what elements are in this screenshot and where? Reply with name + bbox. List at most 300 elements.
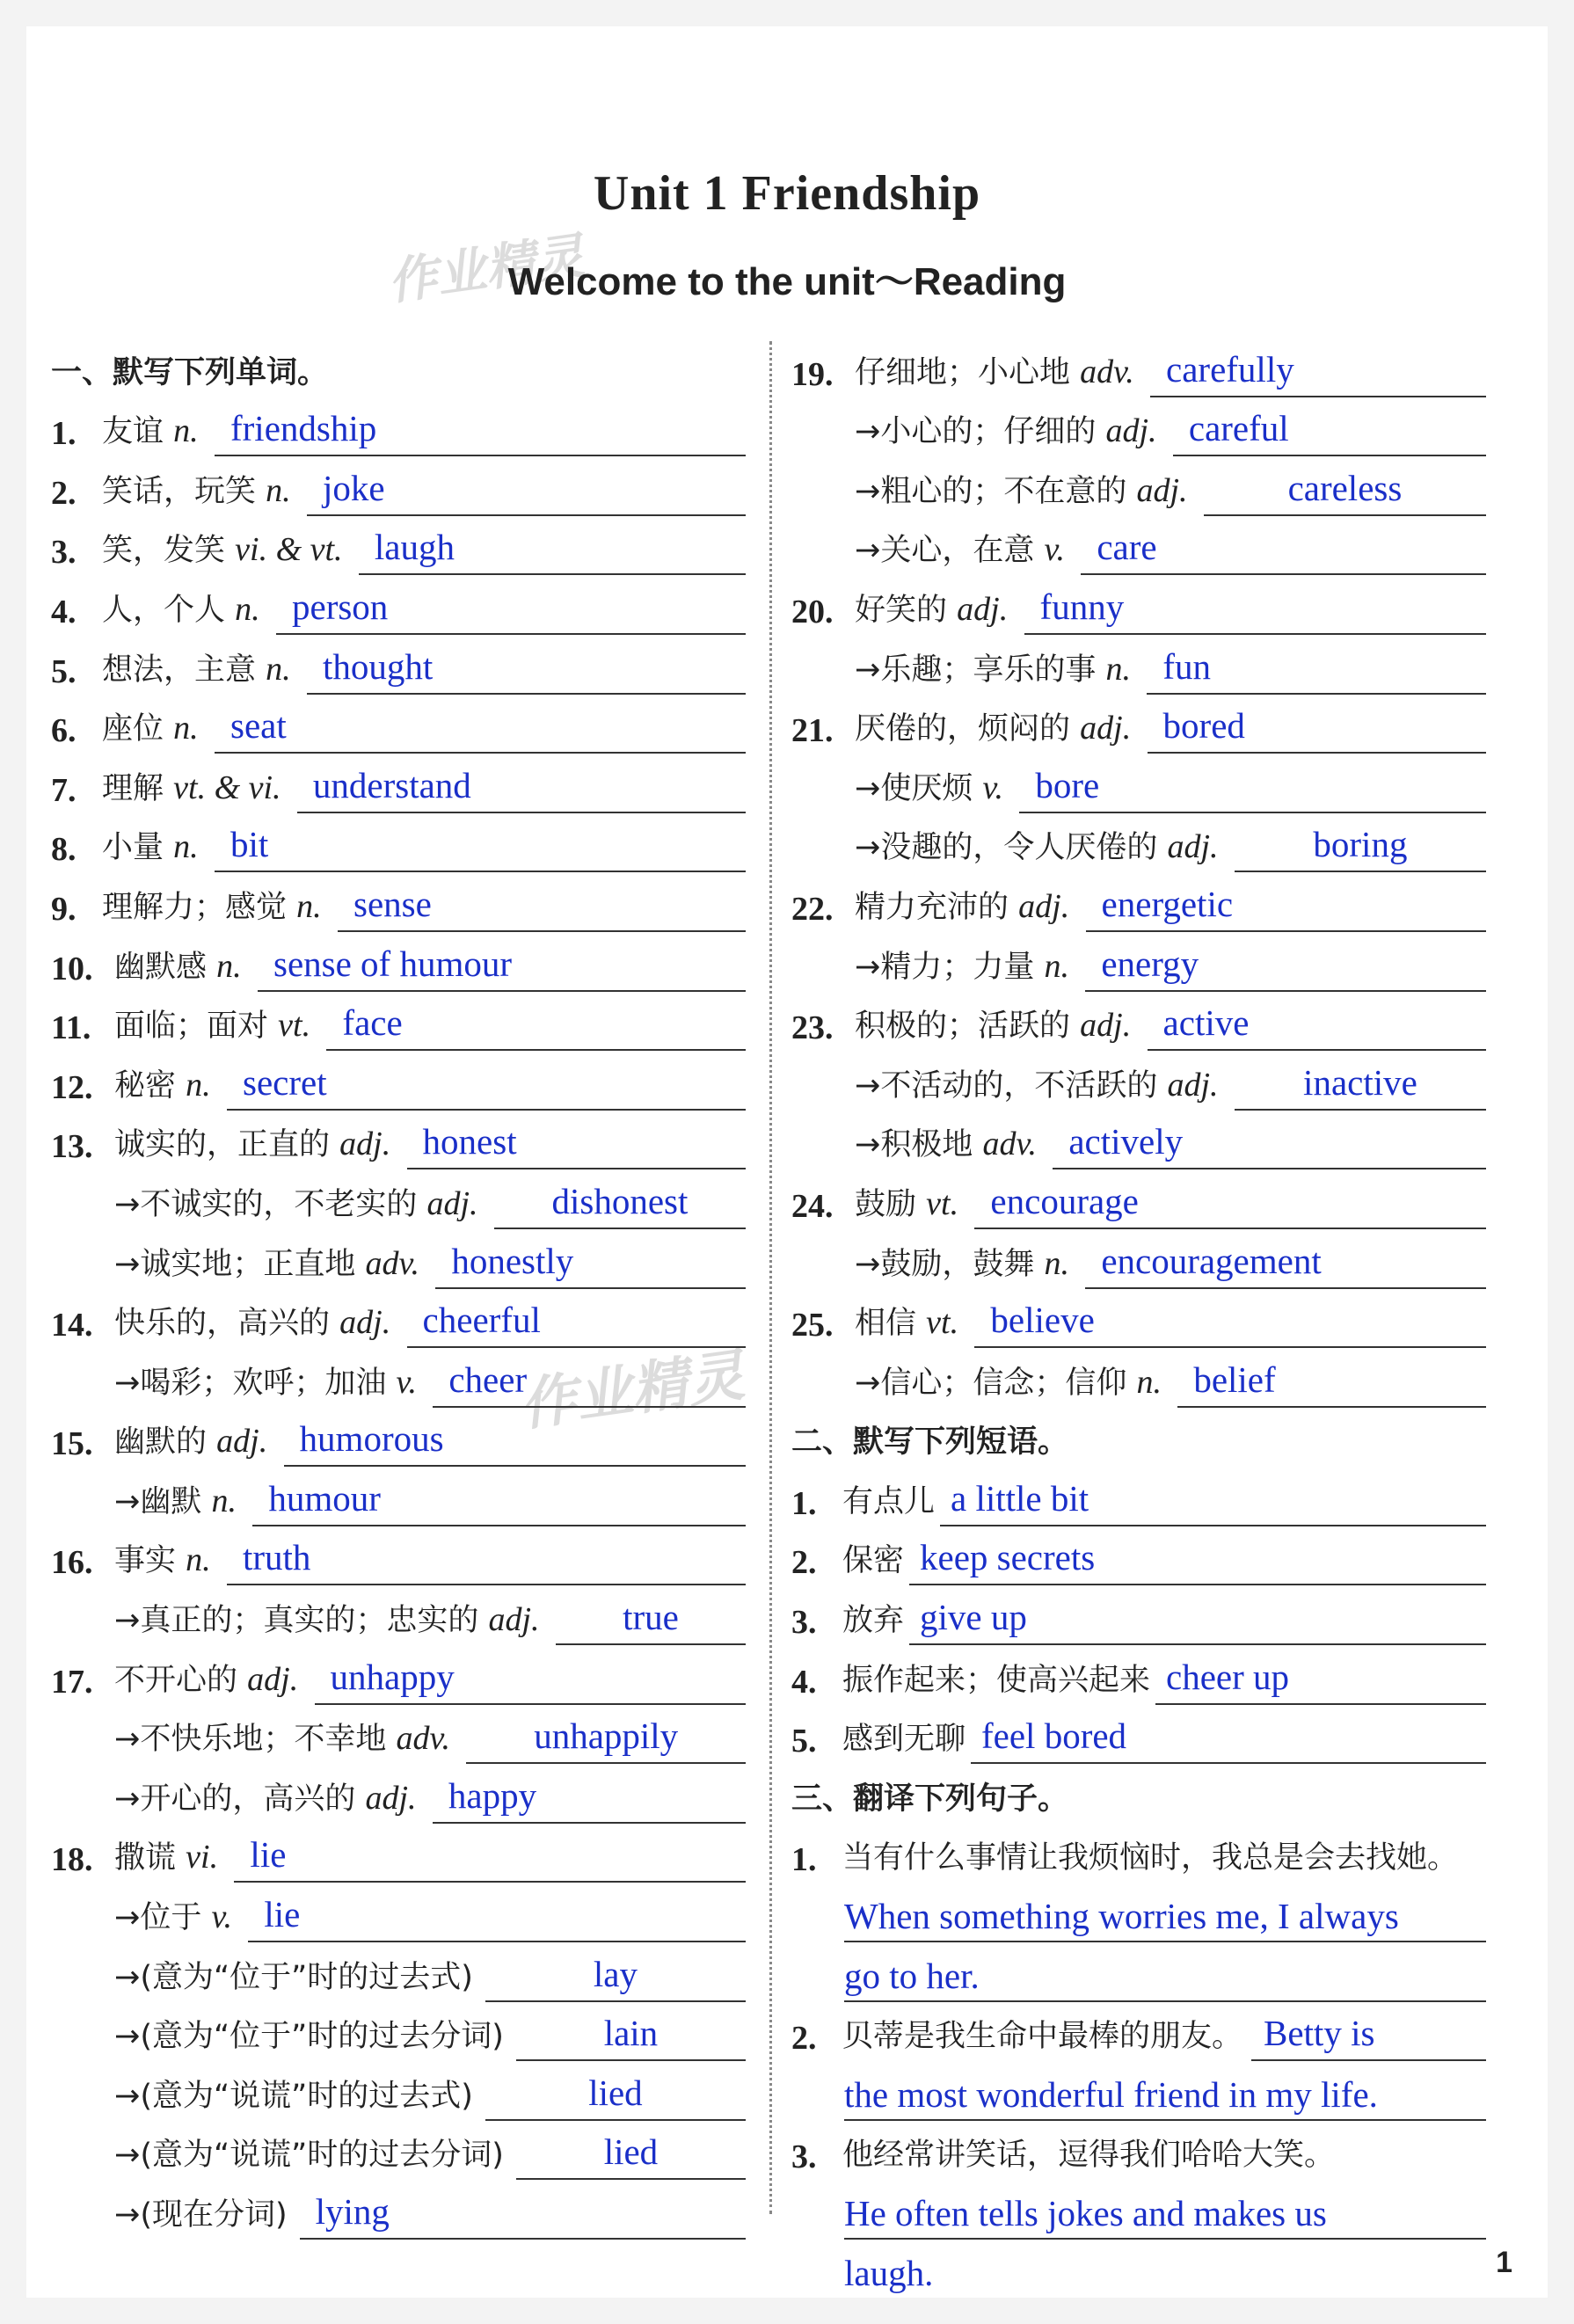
answer-underline [844,1941,1486,1942]
vocab-row [51,1827,746,1887]
part-of-speech: v. [211,1898,233,1936]
prompt-text: 想法，主意 [102,652,257,688]
item-number: 9. [51,890,77,928]
chinese-prompt [855,348,1134,392]
answer-text: feel bored [981,1716,1127,1757]
chinese-prompt [114,2190,288,2234]
chinese-prompt [114,1417,267,1461]
part-of-speech: n. [235,590,260,628]
chinese-prompt [114,943,242,987]
part-of-speech: n. [266,650,291,688]
item-number: 19. [791,355,834,393]
prompt-text: 人，个人 [102,592,226,628]
answer-text: encouragement [1101,1240,1322,1281]
item-number: 25. [791,1307,834,1344]
prompt-text: →小心的；仔细的 [855,414,1097,450]
translation-text: He often tells jokes and makes us [844,2193,1327,2233]
answer-blank [234,1830,746,1883]
part-of-speech: n. [186,1541,211,1579]
item-number: 6. [51,712,77,750]
vocab-row [51,1114,746,1174]
prompt-text: →精力；力量 [855,949,1035,985]
vocab-row [51,460,746,520]
sentence-prompt-row [791,1827,1486,1887]
answer-text: lied [603,2131,659,2173]
vocab-row [51,1589,746,1649]
answer-text: humour [268,1477,381,1519]
part-of-speech: adj. [1080,710,1132,747]
chinese-prompt [114,1715,450,1759]
prompt-text: →信心；信念；信仰 [855,1365,1127,1401]
vocab-row [51,1233,746,1293]
prompt-text: 秘密 [114,1067,177,1104]
chinese-prompt [114,1240,419,1284]
vocab-row [51,520,746,579]
chinese-prompt [114,1536,211,1580]
chinese-prompt [114,1180,478,1224]
chinese-prompt [114,1774,417,1818]
vocab-row [51,995,746,1055]
prompt-text: →真正的；真实的；忠实的 [114,1603,479,1639]
chinese-prompt [102,764,281,808]
part-of-speech: adj. [1136,471,1188,509]
prompt-text: →关心，在意 [855,533,1035,569]
prompt-text: →不快乐地；不幸地 [114,1722,387,1758]
vocab-row [51,698,746,758]
chinese-prompt: 保密 [842,1543,905,1579]
answer-text: boring [1313,824,1408,865]
prompt-text: 幽默的 [114,1424,208,1461]
vocab-row [51,638,746,698]
heading-text: 二、默写下列短语。 [791,1424,1069,1461]
chinese-prompt [102,407,199,451]
chinese-prompt [102,823,199,867]
prompt-text: →不诚实的，不老实的 [114,1186,418,1222]
part-of-speech: n. [296,887,322,925]
answer-text: belief [1193,1359,1276,1400]
answer-text: unhappy [330,1656,455,1697]
part-of-speech: n. [173,412,199,450]
answer-text: lie [264,1894,301,1935]
translation-line [791,2183,1486,2243]
prompt-text: →不活动的，不活跃的 [855,1067,1158,1104]
translation-line [791,1946,1486,2006]
answer-text: face [342,1002,403,1044]
vocab-row [51,1946,746,2006]
item-number: 2. [51,474,77,512]
part-of-speech: vt. & vi. [173,769,281,806]
vocab-row [791,341,1486,401]
answer-text: bit [230,824,269,865]
chinese-prompt [855,1240,1069,1284]
part-of-speech: vt. [278,1007,311,1045]
vocab-row [791,579,1486,638]
chinese-prompt [102,645,291,689]
prompt-text: 撒谎 [114,1840,177,1876]
part-of-speech: adv. [396,1720,451,1758]
translation-line [791,1886,1486,1946]
chinese-prompt [114,1953,473,1997]
part-of-speech: n. [1044,947,1069,985]
part-of-speech: adj. [216,1423,268,1461]
item-number: 12. [51,1068,93,1106]
chinese-prompt: 感到无聊 [842,1722,966,1758]
chinese-prompt [855,1299,958,1343]
answer-underline [844,2238,1486,2240]
answer-text: lied [588,2072,643,2113]
answer-text: honestly [451,1240,574,1281]
part-of-speech: v. [396,1363,418,1401]
chinese-prompt [855,1120,1037,1164]
prompt-text: 小量 [102,830,164,866]
part-of-speech: n. [1044,1244,1069,1282]
answer-text: seat [230,705,287,747]
answer-text: lying [315,2191,390,2232]
answer-blank [248,1890,746,1942]
answer-text: dishonest [551,1180,689,1221]
answer-text: care [1097,527,1157,568]
chinese-prompt [114,1477,237,1521]
item-number: 3. [791,1604,817,1642]
prompt-text: →没趣的，令人厌倦的 [855,830,1158,866]
chinese-prompt [855,1002,1131,1045]
part-of-speech: vt. [926,1184,959,1222]
prompt-text: →积极地 [855,1127,973,1163]
vocab-row [51,1173,746,1233]
part-of-speech: adj. [339,1304,391,1342]
chinese-prompt: 有点儿 [842,1483,936,1519]
item-number: 3. [791,2138,817,2176]
part-of-speech: adj. [365,1779,417,1817]
answer-text: active [1162,1002,1250,1044]
answer-underline [844,2000,1486,2002]
prompt-text: 诚实的，正直的 [114,1127,331,1163]
chinese-prompt [855,467,1188,511]
vocab-row [51,2124,746,2184]
vocab-row [791,995,1486,1055]
vocab-row [51,2183,746,2243]
sentence-prompt-row [791,2124,1486,2184]
item-number: 3. [51,534,77,572]
chinese-prompt [114,1596,540,1640]
part-of-speech: adv. [1080,353,1134,390]
part-of-speech: vi. & vt. [235,531,343,569]
answer-text: sense [353,883,432,924]
vocab-row [51,1767,746,1827]
sentence-prompt-row [791,2006,1486,2065]
answer-text: energy [1101,943,1199,984]
item-number: 22. [791,890,834,928]
chinese-prompt [855,1061,1219,1105]
phrase-row [791,1708,1486,1768]
vocab-row [51,876,746,936]
vocab-row [51,1054,746,1114]
answer-blank [215,820,746,872]
part-of-speech: v. [982,769,1004,806]
translation-text: go to her. [844,1955,980,1996]
translation-line [791,2243,1486,2303]
answer-text: joke [323,467,385,508]
answer-text: truth [243,1537,311,1578]
right-column [791,341,1486,2303]
chinese-prompt [855,586,1008,630]
item-number: 1. [791,1484,817,1522]
answer-blank [215,701,746,754]
part-of-speech: n. [1105,650,1131,688]
translation-text: When something worries me, I always [844,1896,1399,1937]
prompt-text: 幽默感 [114,949,208,985]
answer-text: secret [243,1061,327,1103]
answer-text: lie [250,1834,287,1876]
item-number: 24. [791,1187,834,1225]
prompt-text: →开心的，高兴的 [114,1781,356,1817]
vocab-row [791,460,1486,520]
heading-text: 三、翻译下列句子。 [791,1781,1069,1817]
prompt-text: 座位 [102,711,164,747]
vocab-row [51,401,746,461]
vocab-row [791,1054,1486,1114]
prompt-text: →(意为“位于”时的过去式) [114,1959,473,1995]
answer-text: careless [1287,467,1403,508]
answer-text: thought [323,645,434,687]
watermark-logo: 作业精灵 [384,227,588,312]
item-number: 4. [791,1663,817,1701]
left-column [51,341,746,2243]
phrase-row [791,1470,1486,1530]
chinese-prompt [855,1359,1162,1402]
chinese-prompt [855,823,1219,867]
prompt-text: →乐趣；享乐的事 [855,652,1097,688]
item-number: 20. [791,593,834,630]
item-number: 13. [51,1128,93,1166]
part-of-speech: adj. [1167,828,1219,866]
chinese-prompt [114,1002,310,1045]
vocab-row [791,1233,1486,1293]
item-number: 1. [51,415,77,453]
phrase-row [791,1530,1486,1590]
answer-text: give up [920,1597,1027,1638]
chinese-prompt: 贝蒂是我生命中最棒的朋友。 [842,2019,1243,2055]
prompt-text: 理解力；感觉 [102,889,288,925]
prompt-text: →使厌烦 [855,770,973,806]
part-of-speech: n. [216,947,242,985]
answer-text: bored [1162,705,1245,747]
vocab-row [51,1293,746,1352]
item-number: 16. [51,1544,93,1582]
item-number: 21. [791,712,834,750]
chinese-prompt [102,586,260,630]
prompt-text: 不开心的 [114,1662,238,1698]
part-of-speech: n. [173,710,199,747]
answer-text: believe [990,1300,1095,1341]
part-of-speech: n. [1136,1363,1162,1401]
prompt-text: →(意为“位于”时的过去分词) [114,2019,504,2055]
item-number: 2. [791,1544,817,1582]
part-of-speech: adj. [488,1601,540,1639]
chinese-prompt [114,1359,417,1402]
part-of-speech: adj. [1167,1066,1219,1104]
item-number: 11. [51,1009,91,1047]
answer-text: cheerful [422,1300,541,1341]
page-title: Unit 1 Friendship [593,166,981,221]
vocab-row [791,1293,1486,1352]
chinese-prompt [855,645,1131,689]
prompt-text: →(现在分词) [114,2197,288,2233]
answer-text: a little bit [951,1477,1089,1519]
chinese-prompt [114,2072,473,2116]
answer-underline [844,2119,1486,2121]
chinese-prompt [855,407,1157,451]
vocab-row [51,2006,746,2065]
prompt-text: 好笑的 [855,592,948,628]
answer-text: energetic [1101,883,1234,924]
part-of-speech: adj. [1105,412,1157,450]
part-of-speech: vt. [926,1304,959,1342]
part-of-speech: adv. [982,1126,1038,1163]
answer-text: humorous [299,1418,444,1460]
chinese-prompt [114,1893,232,1937]
chinese-prompt [114,1299,390,1343]
section-heading-phrases [791,1411,1486,1471]
chinese-prompt [855,764,1003,808]
item-number: 15. [51,1425,93,1463]
chinese-prompt [114,1833,218,1877]
chinese-prompt [855,943,1069,987]
prompt-text: 快乐的，高兴的 [114,1306,331,1342]
chinese-prompt [855,704,1131,748]
answer-text: fun [1162,645,1211,687]
section-heading-words: 一、默写下列单词。 [51,354,329,390]
chinese-prompt [114,2012,504,2056]
part-of-speech: adj. [247,1660,299,1698]
vocab-row [51,1351,746,1411]
vocab-row [51,1530,746,1590]
prompt-text: 面临；面对 [114,1009,269,1045]
item-number: 2. [791,2020,817,2058]
part-of-speech: adj. [426,1184,478,1222]
phrase-row [791,1589,1486,1649]
vocab-row [791,638,1486,698]
vocab-row [791,1114,1486,1174]
vocab-row [791,1173,1486,1233]
chinese-prompt: 放弃 [842,1603,905,1639]
vocab-row [791,401,1486,461]
vocab-row [51,1886,746,1946]
answer-text: person [292,586,389,627]
answer-text: sense of humour [273,943,513,984]
column-divider [769,341,772,2214]
vocab-row [51,579,746,638]
prompt-text: →鼓励，鼓舞 [855,1246,1035,1282]
chinese-prompt [114,1120,390,1164]
chinese-prompt [114,1061,211,1105]
answer-text: lain [603,2013,659,2054]
answer-text: Betty is [1264,2013,1375,2054]
vocab-row [51,1470,746,1530]
answer-text: bore [1035,764,1100,805]
prompt-text: 积极的；活跃的 [855,1009,1071,1045]
chinese-prompt [114,1656,298,1700]
vocab-row [51,936,746,995]
vocab-row [51,2065,746,2124]
prompt-text: 友谊 [102,414,164,450]
prompt-text: 鼓励 [855,1186,917,1222]
prompt-text: →喝彩；欢呼；加油 [114,1365,387,1401]
answer-text: careful [1188,408,1289,449]
vocab-row [51,1708,746,1768]
prompt-text: →位于 [114,1900,202,1936]
answer-text: honest [422,1121,517,1162]
item-number: 5. [791,1723,817,1760]
chinese-prompt [855,883,1069,927]
prompt-text: 精力充沛的 [855,889,1009,925]
vocab-row [791,698,1486,758]
chinese-prompt [102,883,322,927]
translation-text: laugh. [844,2252,934,2293]
prompt-text: 笑，发笑 [102,533,226,569]
part-of-speech: adj. [339,1126,391,1163]
chinese-prompt [102,526,343,570]
item-number: 14. [51,1307,93,1344]
vocab-row [51,1411,746,1471]
answer-text: understand [312,764,471,805]
chinese-prompt: 当有什么事情让我烦恼时，我总是会去找她。 [842,1840,1459,1876]
vocab-row [791,1351,1486,1411]
translation-line [791,2065,1486,2124]
item-number: 1. [791,1841,817,1879]
answer-text: cheer [448,1359,528,1400]
prompt-text: →粗心的；不在意的 [855,473,1127,509]
item-number: 8. [51,831,77,869]
answer-text: laugh [374,527,455,568]
prompt-text: 理解 [102,770,164,806]
prompt-text: →幽默 [114,1483,202,1519]
answer-text: carefully [1166,348,1294,390]
prompt-text: 仔细地；小心地 [855,354,1071,390]
chinese-prompt: 他经常讲笑话，逗得我们哈哈大笑。 [842,2138,1336,2174]
answer-text: inactive [1303,1061,1417,1103]
page-number: 1 [1496,2246,1512,2279]
part-of-speech: n. [211,1482,237,1519]
answer-text: happy [448,1774,537,1816]
chinese-prompt [855,526,1065,570]
item-number: 5. [51,652,77,690]
vocab-row [791,520,1486,579]
part-of-speech: adj. [1018,887,1070,925]
answer-text: lay [593,1953,638,1994]
vocab-row [51,817,746,877]
part-of-speech: v. [1044,531,1066,569]
watermark-logo-center: 作业精灵 [515,1343,748,1439]
prompt-text: 相信 [855,1306,917,1342]
prompt-text: 事实 [114,1543,177,1579]
vocab-row [791,817,1486,877]
prompt-text: →(意为“说谎”时的过去分词) [114,2138,504,2174]
chinese-prompt [114,2131,504,2175]
translation-text: the most wonderful friend in my life. [844,2073,1378,2115]
part-of-speech: n. [266,471,291,509]
part-of-speech: adj. [957,590,1009,628]
answer-text: encourage [990,1180,1139,1221]
answer-text: true [623,1597,679,1638]
vocab-row [791,876,1486,936]
answer-text: friendship [230,408,377,449]
chinese-prompt [102,704,199,748]
prompt-text: →诚实地；正直地 [114,1246,356,1282]
vocab-row [51,757,746,817]
item-number: 23. [791,1009,834,1047]
item-number: 17. [51,1663,93,1701]
